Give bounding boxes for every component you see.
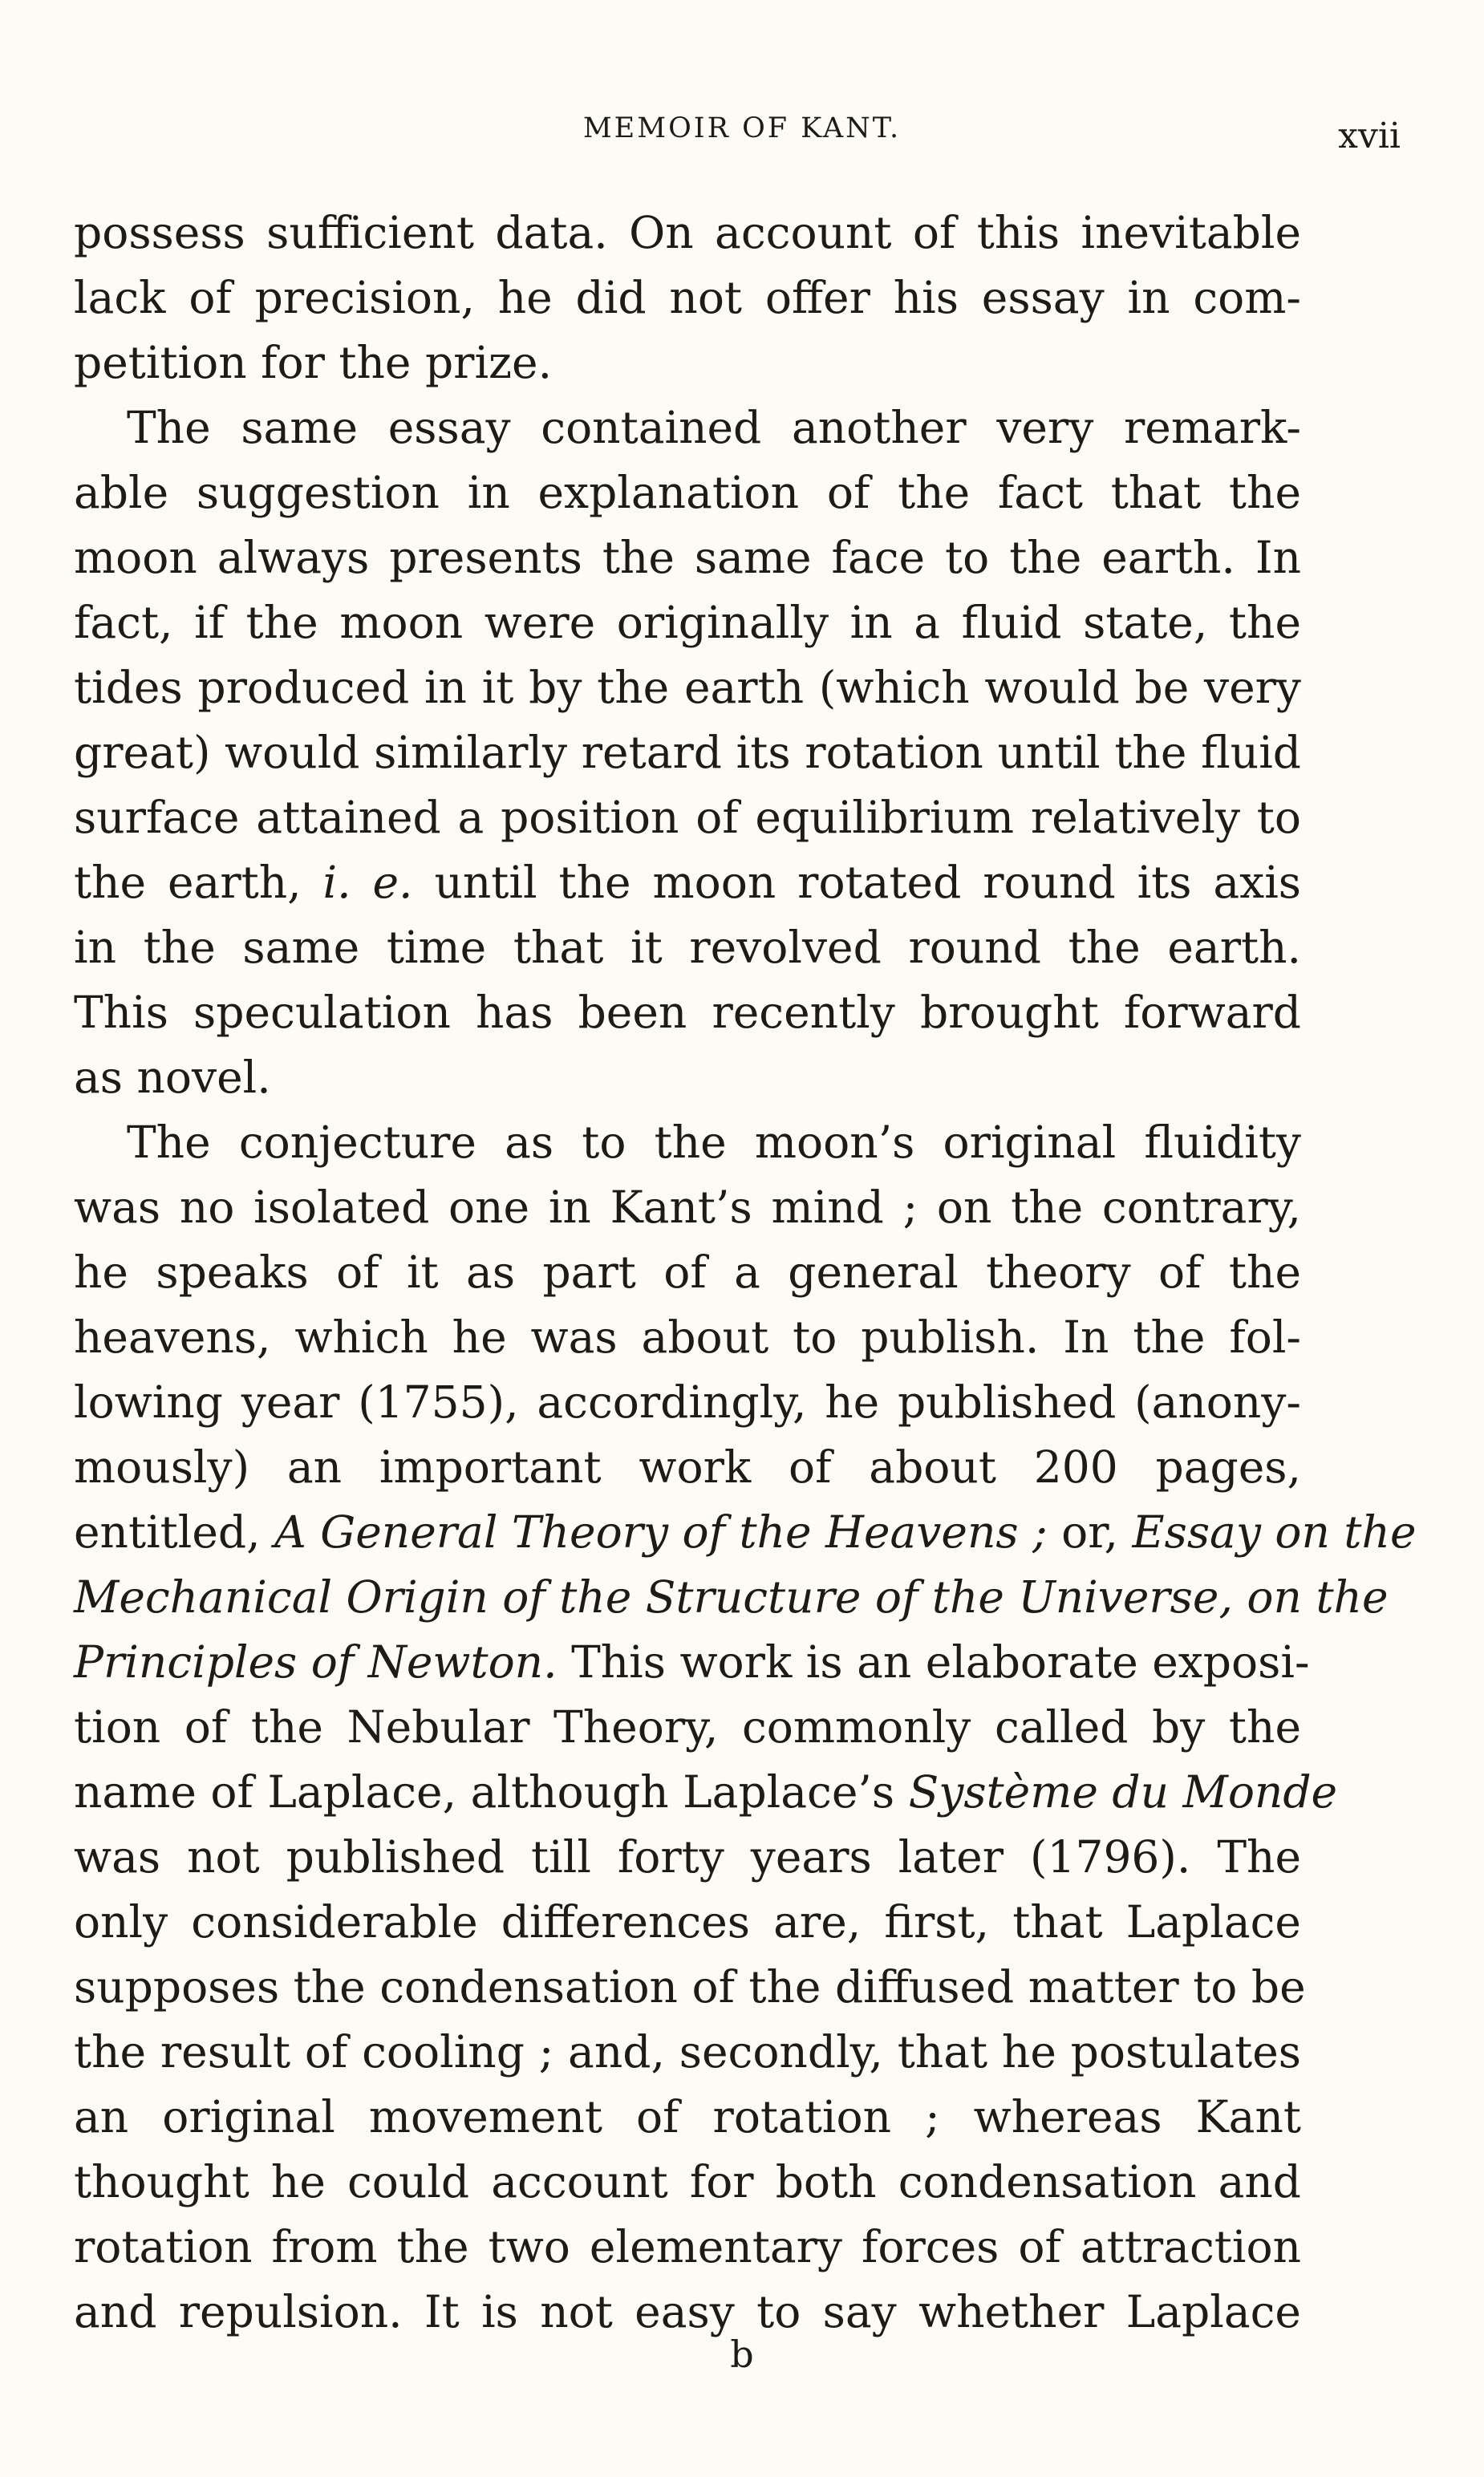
italic-abbreviation: i. e. — [322, 857, 413, 908]
paragraph-start-line: The same essay contained another very remark- — [127, 402, 1301, 453]
text-line: tion of the Nebular Theory, commonly called by the — [74, 1701, 1301, 1753]
italic-book-title: Essay on the — [1132, 1506, 1417, 1558]
text-line: petition for the prize. — [74, 337, 553, 388]
text-line: supposes the condensation of the diffused matter to be — [74, 1961, 1306, 2013]
italic-book-title: Principles of Newton. — [74, 1636, 558, 1688]
text-line: he speaks of it as part of a general theory of the — [74, 1247, 1301, 1298]
page-number: xvii — [1338, 116, 1401, 156]
italic-book-title: Système du Monde — [908, 1766, 1338, 1818]
text-line: in the same time that it revolved round the earth. — [74, 922, 1301, 973]
text-line — [74, 850, 1301, 915]
text-line: moon always presents the same face to the earth. In — [74, 532, 1301, 583]
signature-mark: b — [730, 2333, 754, 2376]
text-segment: This work is an elaborate exposi- — [571, 1636, 1310, 1688]
text-line: only considerable differences are, first, that Laplace — [74, 1896, 1301, 1948]
text-line: tides produced in it by the earth (which would be very — [74, 662, 1301, 713]
text-line: able suggestion in explanation of the fact that the — [74, 467, 1301, 518]
italic-book-title: A General Theory of the Heavens ; — [274, 1506, 1048, 1558]
page-header — [74, 112, 1410, 168]
text-line: heavens, which he was about to publish. In the fol- — [74, 1311, 1301, 1363]
running-title: MEMOIR OF KANT. — [582, 112, 902, 144]
text-line: was no isolated one in Kant’s mind ; on the contrary, — [74, 1182, 1301, 1233]
text-line — [74, 1760, 1338, 1825]
text-line: as novel. — [74, 1052, 271, 1103]
text-line: and repulsion. It is not easy to say whether Laplace — [74, 2286, 1301, 2337]
text-line: was not published till forty years later (1796). The — [74, 1831, 1301, 1883]
body-text — [74, 201, 1417, 2345]
text-line: great) would similarly retard its rotation until the fluid — [74, 727, 1301, 778]
text-line — [74, 1630, 1310, 1695]
italic-book-title: on the — [1247, 1571, 1389, 1623]
text-line — [74, 1500, 1417, 1565]
text-segment: or, — [1061, 1506, 1118, 1558]
text-line: lowing year (1755), accordingly, he published (anony- — [74, 1376, 1301, 1428]
text-line: This speculation has been recently brought forward — [74, 987, 1301, 1038]
text-line — [74, 1565, 1389, 1630]
text-line: possess sufficient data. On account of this inevitable — [74, 207, 1301, 258]
text-segment: until the moon rotated round its axis — [434, 857, 1302, 908]
text-line: an original movement of rotation ; whereas Kant — [74, 2091, 1301, 2143]
text-segment: entitled, — [74, 1506, 261, 1558]
text-line: lack of precision, he did not offer his essay in com- — [74, 272, 1301, 323]
text-line: the result of cooling ; and, secondly, that he postulates — [74, 2026, 1301, 2078]
text-line: mously) an important work of about 200 pages, — [74, 1441, 1301, 1493]
paragraph-start-line: The conjecture as to the moon’s original fluidity — [127, 1117, 1301, 1168]
italic-book-title: Mechanical Origin of the Structure of the Universe, — [74, 1571, 1233, 1623]
text-line: surface attained a position of equilibrium relatively to — [74, 792, 1301, 843]
text-line: rotation from the two elementary forces of attraction — [74, 2221, 1301, 2272]
text-line: thought he could account for both condensation and — [74, 2156, 1301, 2207]
text-segment: the earth, — [74, 857, 302, 908]
text-segment: name of Laplace, although Laplace’s — [74, 1766, 895, 1818]
text-line: fact, if the moon were originally in a fluid state, the — [74, 597, 1301, 648]
